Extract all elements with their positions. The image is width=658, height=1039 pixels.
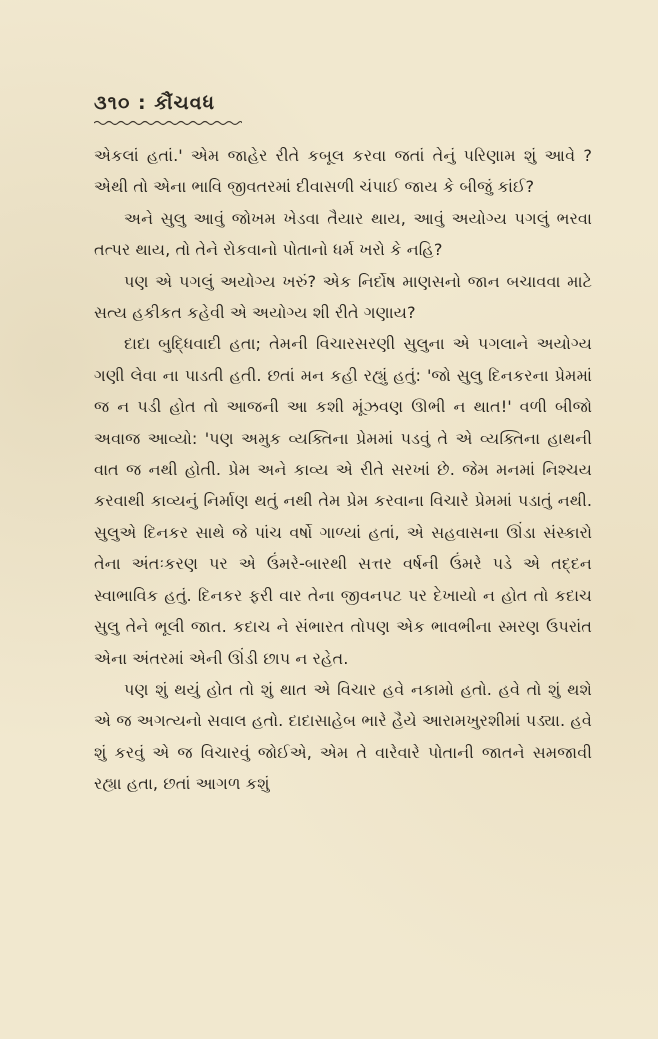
paragraph-3: પણ એ પગલું અયોગ્ય ખરું? એક નિર્દોષ માણસનો જાન બચાવવા માટે સત્ય હકીકત કહેવી એ અયોગ્ય શી રીતે ગણાય?: [94, 271, 592, 323]
paragraph-4: દાદા બુદ્ધિવાદી હતા; તેમની વિચારસરણી સુલુના એ પગલાને અયોગ્ય ગણી લેવા ના પાડતી હતી. છતાં મન કહી રહ્યું હતું: 'જો સુલુ દિનકરના પ્રેમમાં જ ન પડી હોત તો આજની આ કશી મૂંઝવણ ઊભી ન થાત!' વળી બીજો અવાજ આવ્યો: 'પણ અમુક વ્યક્તિના પ્રેમમાં પડવું તે એ વ્યક્તિના હાથની વાત જ નથી હોતી. પ્રેમ અને કાવ્ય એ રીતે સરખાં છે. જેમ મનમાં નિશ્ચય કરવાથી કાવ્યનું નિર્માણ થતું નથી તેમ પ્રેમ કરવાના વિચારે પ્રેમમાં પડાતું નથી. સુલુએ દિનકર સાથે જે પાંચ વર્ષો ગાળ્યાં હતાં, એ સહવાસના ઊંડા સંસ્કારો તેના અંતઃકરણ પર એ ઉંમરે-બારથી સત્તર વર્ષની ઉંમરે પડે એ તદ્દન સ્વાભાવિક હતું. દિનકર ફરી વાર તેના જીવનપટ પર દેખાયો ન હોત તો કદાચ સુલુ તેને ભૂલી જાત. કદાચ ને સંભારત તોપણ એક ભાવભીના સ્મરણ ઉપરાંત એના અંતરમાં એની ઊંડી છાપ ન રહેત.: [94, 334, 592, 668]
body-text: [94, 140, 592, 800]
running-head: ૩૧૦ : કૌંચવધ: [94, 92, 215, 114]
paragraph-2: અને સુલુ આવું જોખમ ખેડવા તૈયાર થાય, આવું અયોગ્ય પગલું ભરવા તત્પર થાય, તો તેને રોકવાનો પોતાનો ધર્મ ખરો કે નહિ?: [94, 208, 592, 260]
wavy-underline: [94, 120, 242, 126]
paragraph-5: પણ શું થયું હોત તો શું થાત એ વિચાર હવે નકામો હતો. હવે તો શું થશે એ જ અગત્યનો સવાલ હતો. દાદાસાહેબ ભારે હૈયે આરામખુરશીમાં પડ્યા. હવે શું કરવું એ જ વિચારવું જોઈએ, એમ તે વારેવારે પોતાની જાતને સમજાવી રહ્યા હતા, છતાં આગળ કશું: [94, 679, 592, 794]
page-header: [94, 92, 592, 132]
paragraph-1: એકલાં હતાં.' એમ જાહેર રીતે કબૂલ કરવા જતાં તેનું પરિણામ શું આવે ? એથી તો એના ભાવિ જીવતરમાં દીવાસળી ચંપાઈ જાય કે બીજું કાંઈ?: [94, 146, 592, 197]
